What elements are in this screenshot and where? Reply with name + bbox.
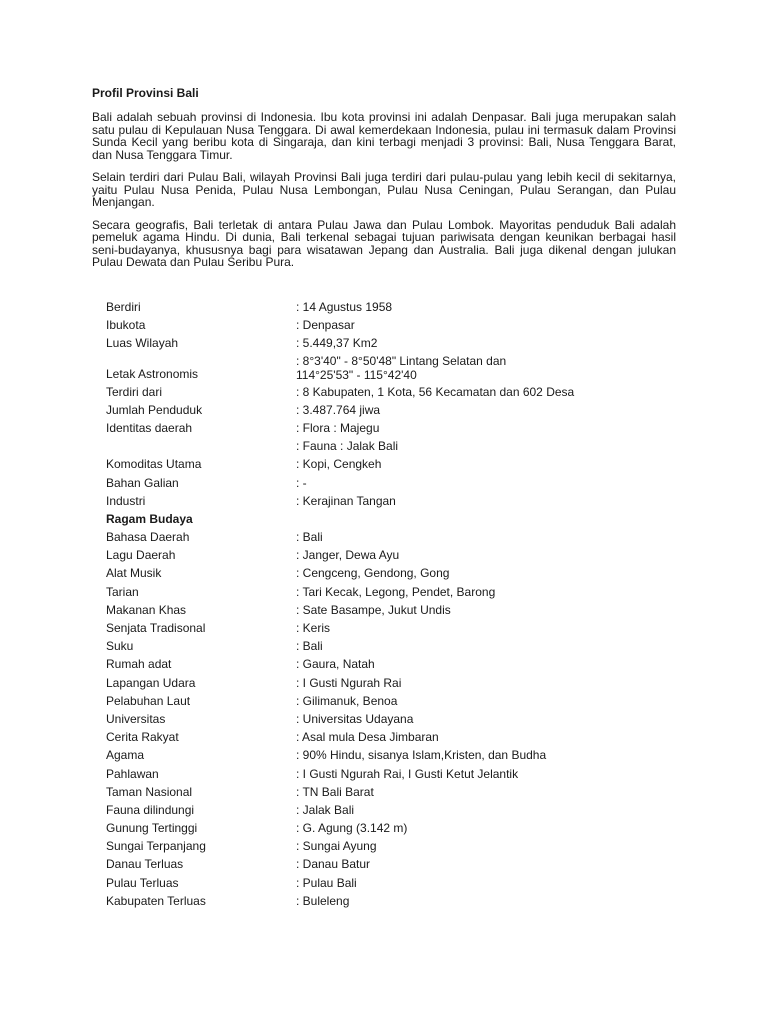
culture-label: Lapangan Udara [106, 675, 196, 690]
culture-label: Alat Musik [106, 566, 162, 581]
culture-value: : Pulau Bali [296, 875, 357, 890]
culture-label: Rumah adat [106, 657, 172, 672]
fact-label: Komoditas Utama [106, 457, 202, 472]
fact-value-line: : 8°3'40" - 8°50'48" Lintang Selatan dan [296, 353, 507, 368]
culture-value: : Asal mula Desa Jimbaran [296, 730, 439, 745]
paragraph-islands: Selain terdiri dari Pulau Bali, wilayah Provinsi Bali juga terdiri dari pulau-pulau yang lebih kecil di sekitarnya, yaitu Pulau Nusa Penida, Pulau Nusa Lembongan, Pulau Nusa Ceningan, Pulau Serangan, dan Pulau Menjangan. [92, 170, 676, 209]
culture-value: : Sungai Ayung [296, 839, 377, 854]
culture-value: : Buleleng [296, 893, 350, 908]
culture-row [106, 874, 626, 892]
fact-label: Luas Wilayah [106, 336, 179, 351]
culture-label: Universitas [106, 711, 166, 726]
culture-row [106, 892, 626, 910]
profile-table [106, 298, 626, 910]
culture-row [106, 692, 626, 710]
fact-label: Terdiri dari [106, 384, 163, 399]
fact-row [106, 383, 626, 401]
fact-value: : 5.449,37 Km2 [296, 336, 378, 351]
fact-row [106, 298, 626, 316]
culture-value: : Janger, Dewa Ayu [296, 548, 400, 563]
paragraph-intro: Bali adalah sebuah provinsi di Indonesia. Ibu kota provinsi ini adalah Denpasar. Bali juga merupakan salah satu pulau di Kepulauan Nusa Tenggara. Di awal kemerdekaan Indonesia, pulau ini termasuk dalam Provinsi Sunda Kecil yang beribu kota di Singaraja, dan kini terbagi menjadi 3 provinsi: Bali, Nusa Tenggara Barat, dan Nusa Tenggara Timur. [92, 110, 676, 162]
fact-label: Letak Astronomis [106, 366, 199, 381]
fact-value: : Denpasar [296, 318, 355, 333]
culture-label: Cerita Rakyat [106, 730, 179, 745]
fact-label: Identitas daerah [106, 420, 193, 435]
culture-value: : Universitas Udayana [296, 711, 414, 726]
culture-value: : I Gusti Ngurah Rai [296, 675, 402, 690]
culture-row [106, 601, 626, 619]
culture-value: : 90% Hindu, sisanya Islam,Kristen, dan Budha [296, 748, 547, 763]
fact-value: : 14 Agustus 1958 [296, 300, 393, 314]
culture-label: Makanan Khas [106, 602, 187, 617]
culture-value: : Danau Batur [296, 857, 371, 872]
culture-value: : TN Bali Barat [296, 784, 374, 799]
culture-value: : G. Agung (3.142 m) [296, 821, 408, 836]
culture-label: Agama [106, 748, 145, 763]
page-title: Profil Provinsi Bali [92, 86, 199, 100]
culture-row [106, 783, 626, 801]
culture-label: Kabupaten Terluas [106, 893, 206, 908]
culture-row [106, 655, 626, 673]
culture-row [106, 674, 626, 692]
culture-value: : Keris [296, 621, 331, 635]
culture-row [106, 765, 626, 783]
culture-row [106, 855, 626, 873]
fact-value: : - [296, 475, 307, 490]
fact-label: Ibukota [106, 318, 146, 333]
section-heading-row [106, 510, 626, 528]
fact-label: Jumlah Penduduk [106, 402, 203, 417]
culture-row [106, 528, 626, 546]
culture-label: Danau Terluas [106, 857, 184, 872]
culture-row [106, 546, 626, 564]
culture-row [106, 801, 626, 819]
fact-row [106, 437, 626, 455]
culture-row [106, 746, 626, 764]
culture-row [106, 583, 626, 601]
culture-label: Lagu Daerah [106, 548, 176, 563]
fact-row [106, 492, 626, 510]
culture-value: : Bali [296, 530, 323, 545]
culture-label: Senjata Tradisonal [106, 621, 206, 635]
fact-value: : Flora : Majegu [296, 420, 380, 435]
fact-label: Berdiri [106, 300, 141, 314]
culture-label: Pahlawan [106, 766, 159, 781]
fact-label: Bahan Galian [106, 475, 179, 490]
culture-value: : Gaura, Natah [296, 657, 375, 672]
culture-label: Gunung Tertinggi [106, 821, 198, 836]
fact-value: : Kopi, Cengkeh [296, 457, 382, 472]
fact-label: Industri [106, 493, 146, 508]
culture-list [106, 528, 626, 910]
fact-row [106, 353, 626, 383]
culture-row [106, 637, 626, 655]
culture-value: : I Gusti Ngurah Rai, I Gusti Ketut Jelantik [296, 766, 519, 781]
fact-value: : Kerajinan Tangan [296, 493, 396, 508]
culture-label: Tarian [106, 584, 139, 599]
culture-value: : Bali [296, 639, 323, 654]
culture-row [106, 710, 626, 728]
fact-value-line: 114°25'53" - 115°42'40 [296, 367, 417, 382]
culture-label: Sungai Terpanjang [106, 839, 206, 854]
fact-row [106, 334, 626, 352]
fact-row [106, 316, 626, 334]
culture-label: Bahasa Daerah [106, 530, 190, 545]
fact-row [106, 401, 626, 419]
culture-value: : Gilimanuk, Benoa [296, 693, 398, 708]
culture-label: Pelabuhan Laut [106, 693, 191, 708]
culture-value: : Tari Kecak, Legong, Pendet, Barong [296, 584, 496, 599]
fact-row [106, 474, 626, 492]
culture-value: : Jalak Bali [296, 802, 355, 817]
paragraph-geography: Secara geografis, Bali terletak di antara Pulau Jawa dan Pulau Lombok. Mayoritas penduduk Bali adalah pemeluk agama Hindu. Di dunia, Bali terkenal sebagai tujuan pariwisata dengan keunikan berbagai hasil seni-budayanya, khususnya bagi para wisatawan Jepang dan Australia. Bali juga dikenal dengan julukan Pulau Dewata dan Pulau Seribu Pura. [92, 217, 676, 269]
culture-row [106, 837, 626, 855]
culture-label: Pulau Terluas [106, 875, 179, 890]
culture-label: Fauna dilindungi [106, 802, 195, 817]
culture-label: Taman Nasional [106, 784, 193, 799]
culture-row [106, 619, 626, 637]
culture-row [106, 728, 626, 746]
culture-row [106, 564, 626, 582]
culture-row [106, 819, 626, 837]
culture-value: : Sate Basampe, Jukut Undis [296, 602, 451, 617]
fact-value: : 8 Kabupaten, 1 Kota, 56 Kecamatan dan 602 Desa [296, 384, 575, 399]
fact-value [296, 354, 506, 382]
fact-row [106, 419, 626, 437]
fact-value: : 3.487.764 jiwa [296, 402, 381, 417]
fact-row [106, 455, 626, 473]
culture-label: Suku [106, 639, 134, 654]
document-body [92, 86, 676, 279]
culture-value: : Cengceng, Gendong, Gong [296, 566, 450, 581]
fact-value: : Fauna : Jalak Bali [296, 439, 399, 454]
section-heading: Ragam Budaya [106, 511, 193, 526]
